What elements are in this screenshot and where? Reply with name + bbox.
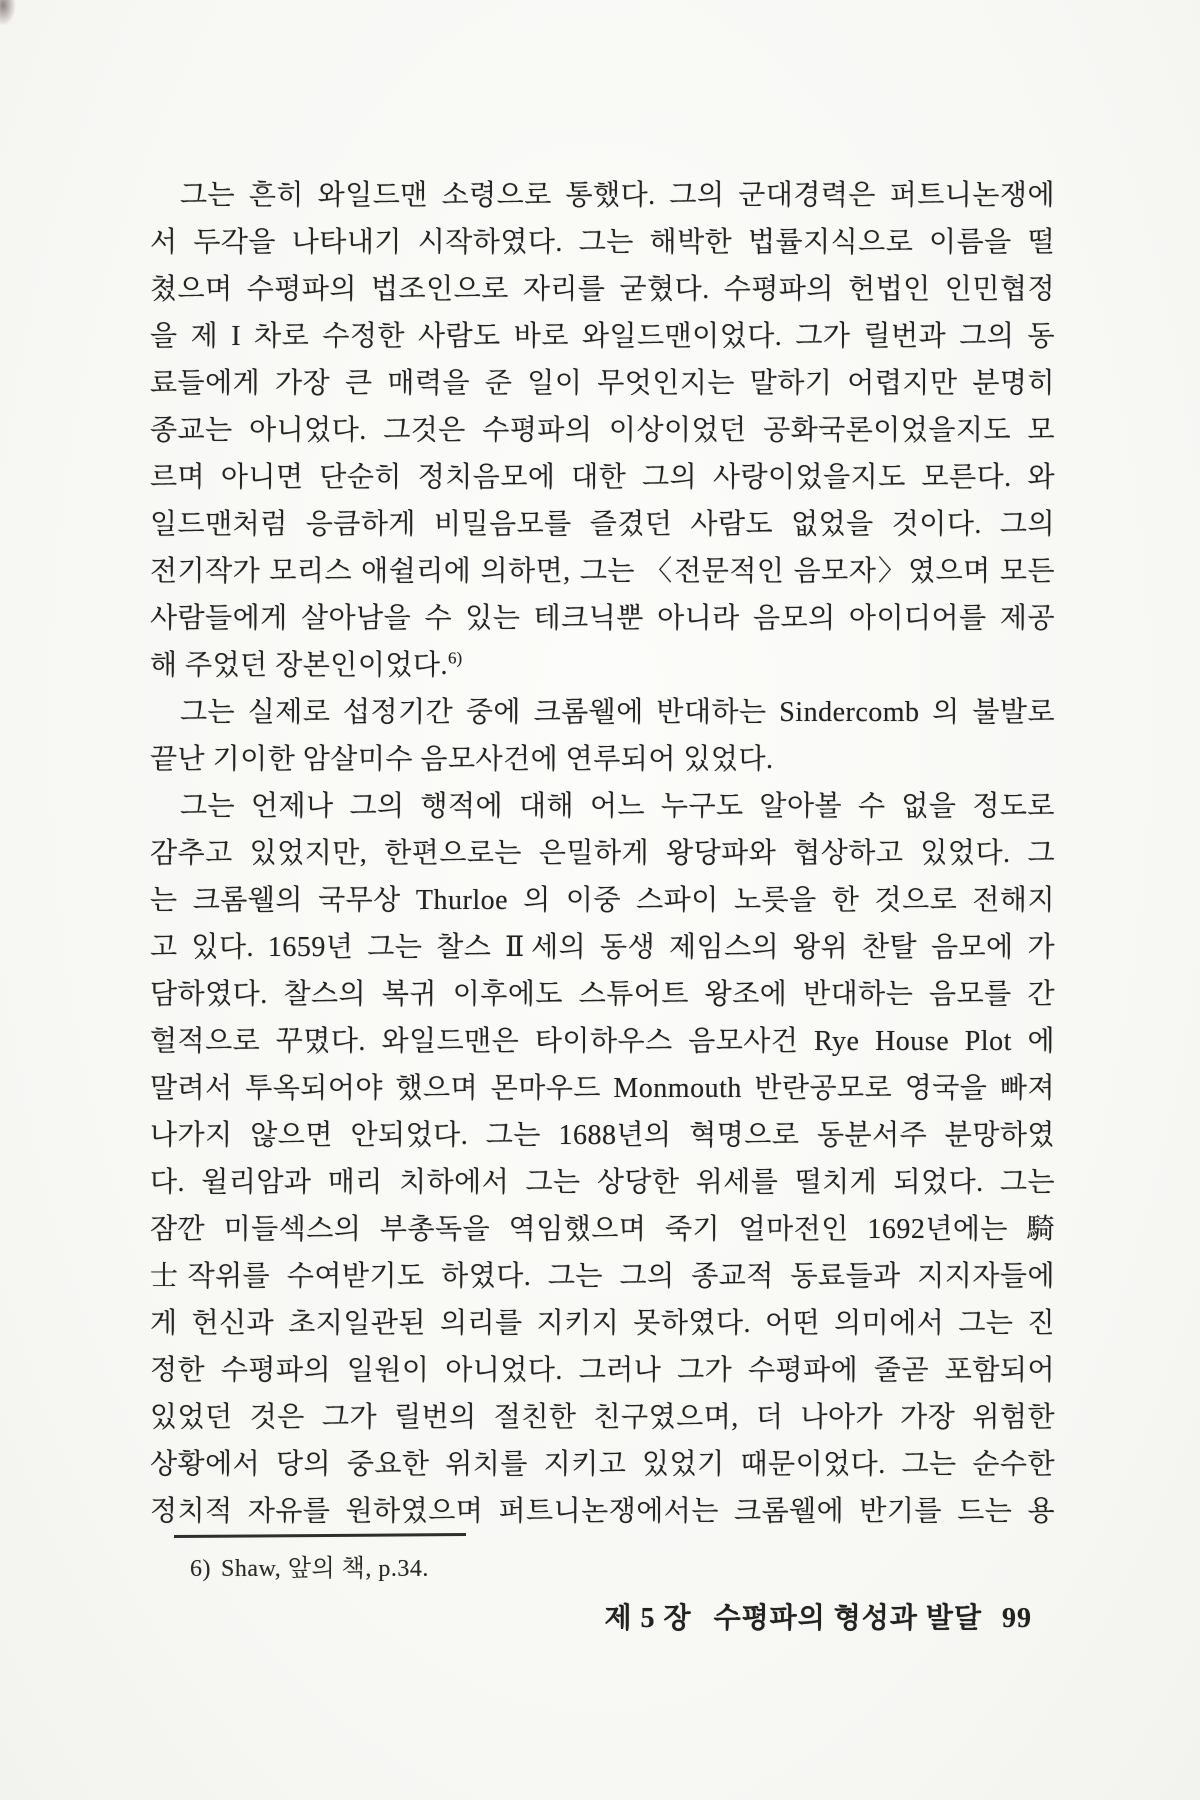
- text-line: 는 크롬웰의 국무상 Thurloe 의 이중 스파이 노릇을 한 것으로 전해지: [150, 885, 1055, 916]
- text-line: 士작위를 수여받기도 하였다. 그는 그의 종교적 동료들과 지지자들에: [150, 1261, 1055, 1292]
- text-line: 있었던 것은 그가 릴번의 절친한 친구였으며, 더 나아가 가장 위험한: [150, 1402, 1055, 1433]
- footnote: [190, 1548, 429, 1583]
- text-line: 정치적 자유를 원하였으며 퍼트니논쟁에서는 크롬웰에 반기를 드는 용: [150, 1496, 1055, 1527]
- text-line: 일드맨처럼 응큼하게 비밀음모를 즐겼던 사람도 없었을 것이다. 그의: [150, 509, 1055, 540]
- text-line: 말려서 투옥되어야 했으며 몬마우드 Monmouth 반란공모로 영국을 빠져: [150, 1073, 1055, 1104]
- text-line: 료들에게 가장 큰 매력을 준 일이 무엇인지는 말하기 어렵지만 분명히: [150, 368, 1055, 399]
- page-number: 99: [1002, 1603, 1032, 1634]
- running-title: 수평파의 형성과 발달: [713, 1603, 982, 1634]
- body-text: [150, 172, 1055, 1535]
- text-line: 그는 흔히 와일드맨 소령으로 통했다. 그의 군대경력은 퍼트니논쟁에: [180, 180, 1055, 211]
- text-line: 종교는 아니었다. 그것은 수평파의 이상이었던 공화국론이었을지도 모: [150, 415, 1055, 446]
- text-line: 게 헌신과 초지일관된 의리를 지키지 못하였다. 어떤 의미에서 그는 진: [150, 1308, 1055, 1339]
- footnote-label: 6): [190, 1556, 211, 1582]
- page-footer: [604, 1596, 1032, 1636]
- text-line: 해 주었던 장본인이었다.$^{6)}$: [150, 648, 463, 681]
- text-line: 르며 아니면 단순히 정치음모에 대한 그의 사랑이었을지도 모른다. 와: [150, 462, 1055, 493]
- text-line: 을 제 I 차로 수정한 사람도 바로 와일드맨이었다. 그가 릴번과 그의 동: [150, 321, 1055, 352]
- text-line: 다. 윌리암과 매리 치하에서 그는 상당한 위세를 떨치게 되었다. 그는: [150, 1167, 1055, 1198]
- text-line: 정한 수평파의 일원이 아니었다. 그러나 그가 수평파에 줄곧 포함되어: [150, 1355, 1055, 1386]
- text-line: 그는 언제나 그의 행적에 대해 어느 누구도 알아볼 수 없을 정도로: [180, 791, 1055, 822]
- text-line: 그는 실제로 섭정기간 중에 크롬웰에 반대하는 Sindercomb 의 불발로: [180, 697, 1055, 728]
- text-line: 끝난 기이한 암살미수 음모사건에 연루되어 있었다.: [150, 744, 774, 775]
- text-line: 나가지 않으면 안되었다. 그는 1688년의 혁명으로 동분서주 분망하였: [150, 1120, 1055, 1151]
- chapter-label: 제 5 장: [604, 1603, 692, 1634]
- text-line: 상황에서 당의 중요한 위치를 지키고 있었기 때문이었다. 그는 순수한: [150, 1449, 1055, 1480]
- text-line: 쳤으며 수평파의 법조인으로 자리를 굳혔다. 수평파의 헌법인 인민협정: [150, 274, 1055, 305]
- text-line: 전기작가 모리스 애쉴리에 의하면, 그는 〈전문적인 음모자〉였으며 모든: [150, 556, 1055, 587]
- scan-artifact: [0, 0, 16, 26]
- text-line: 서 두각을 나타내기 시작하였다. 그는 해박한 법률지식으로 이름을 떨: [150, 227, 1055, 258]
- text-line: 잠깐 미들섹스의 부총독을 역임했으며 죽기 얼마전인 1692년에는 騎: [150, 1214, 1055, 1245]
- footnote-divider: [174, 1533, 466, 1538]
- text-line: 사람들에게 살아남을 수 있는 테크닉뿐 아니라 음모의 아이디어를 제공: [150, 603, 1055, 634]
- text-line: 감추고 있었지만, 한편으로는 은밀하게 왕당파와 협상하고 있었다. 그: [150, 838, 1055, 869]
- footnote-ref-marker: 6): [447, 648, 463, 668]
- text-line: 헐적으로 꾸몄다. 와일드맨은 타이하우스 음모사건 Rye House Plot 에: [150, 1026, 1055, 1057]
- text-line: 고 있다. 1659년 그는 찰스 Ⅱ세의 동생 제임스의 왕위 찬탈 음모에 가: [150, 932, 1055, 963]
- footnote-text: Shaw, 앞의 책, p.34.: [221, 1556, 429, 1582]
- text-line: 담하였다. 찰스의 복귀 이후에도 스튜어트 왕조에 반대하는 음모를 간: [150, 979, 1055, 1010]
